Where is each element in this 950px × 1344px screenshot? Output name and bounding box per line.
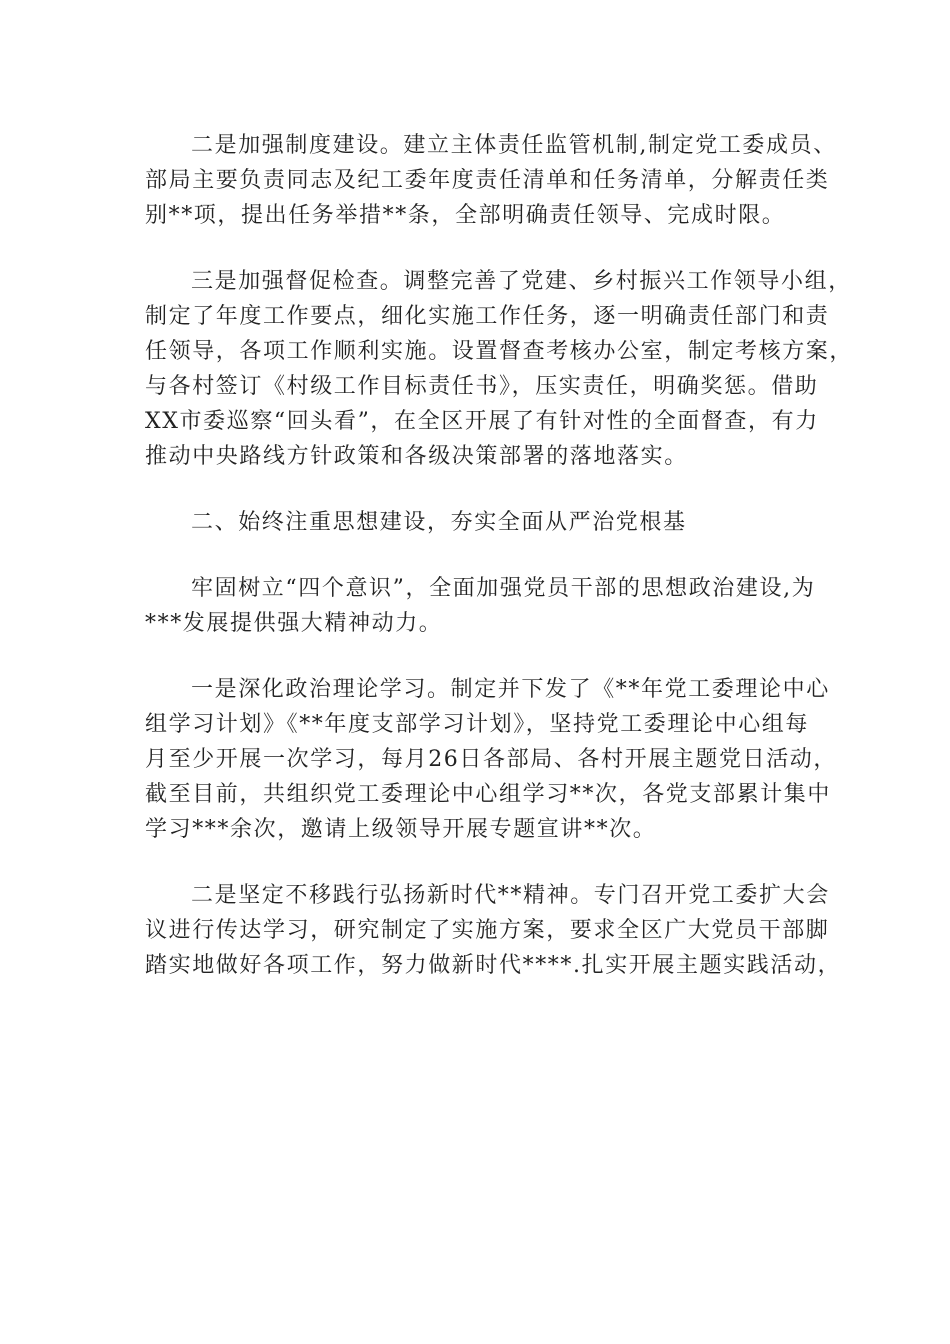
text-line: ***发展提供强大精神动力。 bbox=[145, 611, 443, 636]
text-line: 推动中央路线方针政策和各级决策部署的落地落实。 bbox=[145, 444, 688, 469]
text-line: 二是坚定不移践行弘扬新时代**精神。专门召开党工委扩大会 bbox=[191, 883, 830, 908]
text-line: XX市委巡察“回头看”，在全区开展了有针对性的全面督查，有力 bbox=[145, 409, 819, 434]
section-heading bbox=[145, 505, 805, 540]
paragraph-institution-building bbox=[145, 128, 837, 233]
text-line: 议进行传达学习，研究制定了实施方案，要求全区广大党员干部脚 bbox=[145, 918, 830, 943]
text-line: 踏实地做好各项工作，努力做新时代****.扎实开展主题实践活动， bbox=[145, 953, 842, 978]
text-line: 二是加强制度建设。建立主体责任监管机制,制定党工委成员、 bbox=[191, 133, 837, 158]
text-line: 制定了年度工作要点，细化实施工作任务，逐一明确责任部门和责 bbox=[145, 304, 830, 329]
text-line: 任领导，各项工作顺利实施。设置督查考核办公室，制定考核方案， bbox=[145, 339, 854, 364]
text-line: 月至少开展一次学习，每月26日各部局、各村开展主题党日活动， bbox=[145, 747, 837, 772]
text-line: 组学习计划》《**年度支部学习计划》，坚持党工委理论中心组每 bbox=[145, 712, 810, 737]
paragraph-new-era-spirit bbox=[145, 878, 842, 983]
paragraph-theory-study bbox=[145, 672, 837, 847]
text-line: 一是深化政治理论学习。制定并下发了《**年党工委理论中心 bbox=[191, 677, 830, 702]
paragraph-four-consciousness bbox=[145, 571, 816, 641]
section-heading-text: 二、始终注重思想建设，夯实全面从严治党根基 bbox=[191, 510, 687, 535]
text-line: 部局主要负责同志及纪工委年度责任清单和任务清单，分解责任类 bbox=[145, 168, 830, 193]
paragraph-supervision bbox=[145, 264, 854, 474]
text-line: 别**项，提出任务举措**条，全部明确责任领导、完成时限。 bbox=[145, 203, 786, 228]
text-line: 与各村签订《村级工作目标责任书》，压实责任，明确奖惩。借助 bbox=[145, 374, 819, 399]
text-line: 截至目前，共组织党工委理论中心组学习**次，各党支部累计集中 bbox=[145, 782, 832, 807]
text-line: 学习***余次，邀请上级领导开展专题宣讲**次。 bbox=[145, 817, 657, 842]
text-line: 三是加强督促检查。调整完善了党建、乡村振兴工作领导小组， bbox=[191, 269, 852, 294]
document-body bbox=[145, 128, 854, 983]
text-line: 牢固树立“四个意识”，全面加强党员干部的思想政治建设,为 bbox=[191, 576, 816, 601]
